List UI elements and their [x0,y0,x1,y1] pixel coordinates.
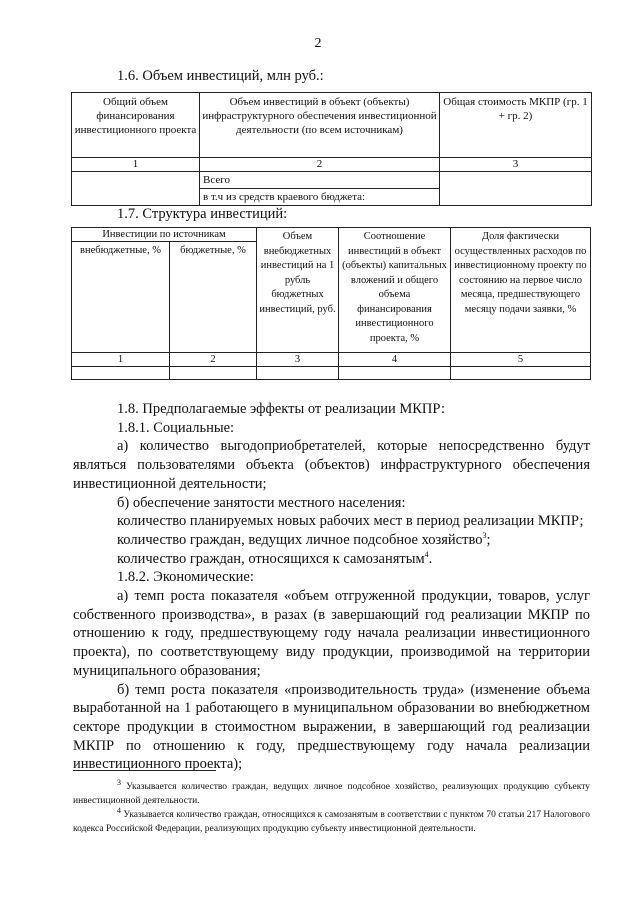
table-number-row [72,353,591,367]
cell-empty [72,367,170,380]
paragraph: а) количество выгодоприобретателей, которые непосредственно будут являться пользователями объекта (объектов) инфраструктурного обеспечения инвестиционной деятельности; [73,438,590,492]
col-number: 2 [200,158,440,172]
table-number-row [72,158,592,172]
footnote-ref: 3 [482,531,487,541]
table-row [72,172,592,189]
cell-empty [170,367,257,380]
section-1-7-heading: 1.7. Структура инвестиций: [117,206,288,222]
investment-structure-table [71,227,591,380]
footnote-divider [73,770,216,771]
header-investment-sources: Инвестиции по источникам [72,228,257,242]
header-infrastructure-investment: Объем инвестиций в объект (объекты) инфраструктурного обеспечения инвестиционной деятельности (по всем источникам) [200,93,440,158]
col-number: 2 [170,353,257,367]
table-row [72,367,591,380]
header-total-financing: Общий объем финансирования инвестиционного проекта [72,93,200,158]
header-extra-budget-per-ruble: Объем внебюджетных инвестиций на 1 рубль бюджетных инвестиций, руб. [257,228,339,353]
table-header-row [72,228,591,242]
footnote-mark: 3 [117,777,121,787]
paragraph [73,550,590,569]
paragraph: б) темп роста показателя «производительность труда» (изменение объема выработанной на 1 работающего в муниципальном образовании во внебюджетном секторе продукции в стоимостном выражении, в завершающий год реализации МКПР по отношению к году, предшествующему году начала реализации инвестиционного проекта); [73,681,590,773]
col-number: 3 [440,158,592,172]
footnote-3 [73,777,590,808]
footnote-4 [73,805,590,836]
header-budget-percent: бюджетные, % [170,242,257,353]
cell-empty [257,367,339,380]
footnote-text: Указывается количество граждан, ведущих личное подсобное хозяйство, реализующих продукцию субъекту инвестиционной деятельности. [73,782,590,806]
section-1-6-heading: 1.6. Объем инвестиций, млн руб.: [117,68,324,84]
paragraph-text: количество граждан, ведущих личное подсобное хозяйство [117,531,483,548]
row-total-label: Всего [200,172,440,189]
paragraph-end: ; [486,531,491,548]
header-total-cost: Общая стоимость МКПР (гр. 1 + гр. 2) [440,93,592,158]
paragraph: 1.8.1. Социальные: [117,419,235,436]
header-capital-ratio: Соотношение инвестиций в объект (объекты) капитальных вложений и общего объема финансирования инвестиционного проекта, % [339,228,451,353]
header-actual-expenses-share: Доля фактически осуществленных расходов по инвестиционному проекту по состоянию на первое число месяца, предшествующего месяцу подачи заявки, % [451,228,591,353]
paragraph-text: количество граждан, относящихся к самозанятым [117,550,425,567]
paragraph: 1.8. Предполагаемые эффекты от реализации МКПР: [117,401,446,417]
cell-empty [451,367,591,380]
col-number: 1 [72,353,170,367]
paragraph: 1.8.2. Экономические: [117,569,254,586]
paragraph: количество планируемых новых рабочих мест в период реализации МКПР; [117,513,584,530]
paragraph: а) темп роста показателя «объем отгруженной продукции, товаров, услуг собственного производства», в разах (в завершающий год реализации МКПР по отношению к году, предшествующему году начала реализации инвестиционного проекта), по соответствующему виду продукции, производимой на территории муниципального образования; [73,588,590,679]
cell-empty [72,172,200,206]
row-regional-label: в т.ч из средств краевого бюджета: [200,189,440,206]
paragraph-end: . [428,550,433,567]
col-number: 1 [72,158,200,172]
paragraph: б) обеспечение занятости местного населения: [117,494,406,511]
col-number: 5 [451,353,591,367]
cell-empty [440,172,592,206]
page-number: 2 [314,36,322,51]
header-extra-budget-percent: внебюджетные, % [72,242,170,353]
col-number: 4 [339,353,451,367]
paragraph [73,531,590,550]
col-number: 3 [257,353,339,367]
footnote-mark: 4 [117,805,121,815]
table-header-row [72,93,592,158]
effects-section [73,400,590,774]
footnote-ref: 4 [424,549,429,559]
investment-volume-table [71,92,592,206]
footnote-text: Указывается количество граждан, относящихся к самозанятым в соответствии с пунктом 70 статьи 217 Налогового кодекса Российской Федерации, реализующих продукцию субъекту инвестиционной деятельности. [73,810,590,834]
cell-empty [339,367,451,380]
